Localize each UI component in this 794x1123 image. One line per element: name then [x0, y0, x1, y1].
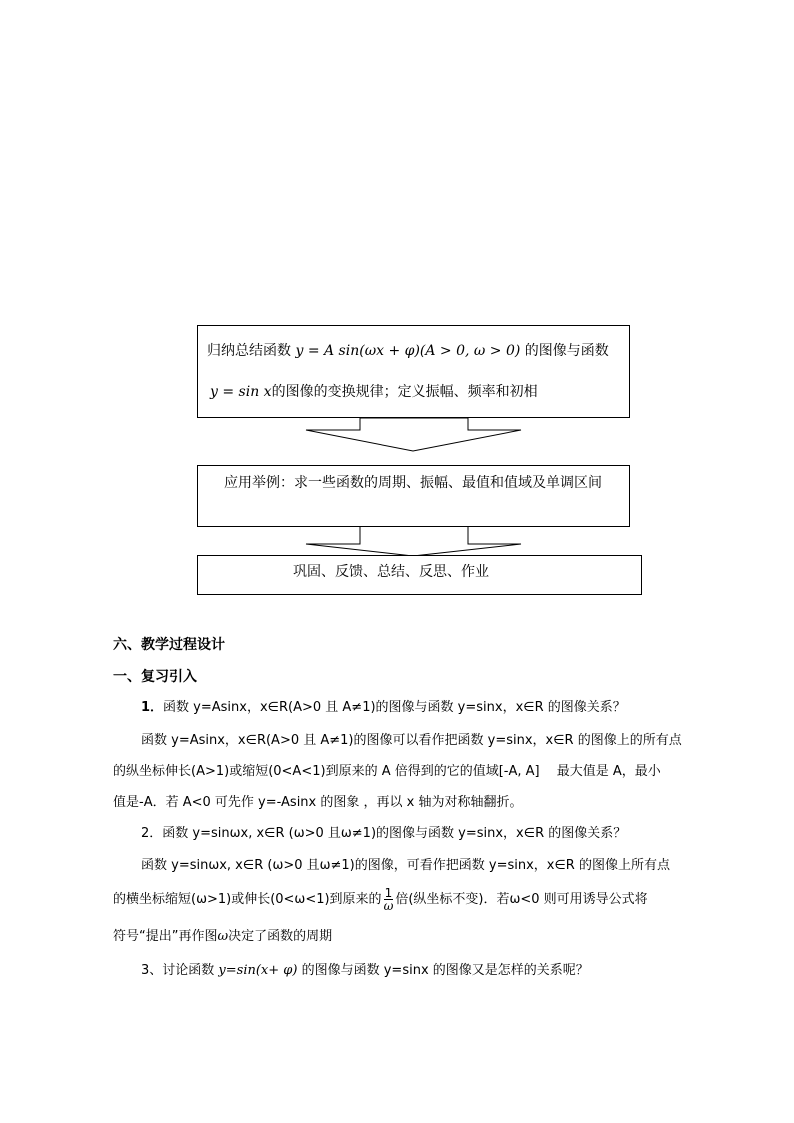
q2-line2-a: 的横坐标缩短(ω>1)或伸长(0<ω<1)到原来的	[113, 892, 382, 907]
omega-symbol: ω	[217, 929, 229, 944]
section-subheading: 一、复习引入	[113, 669, 197, 685]
q3-question	[141, 962, 589, 980]
q1-question-text: 函数 y=Asinx，x∈R(A>0 且 A≠1)的图像与函数 y=sinx，x∈R 的图像关系？	[163, 700, 626, 715]
q2-answer-line3	[113, 928, 332, 946]
q2-answer-line2	[113, 887, 648, 912]
flowchart-box-examples	[197, 465, 630, 527]
box-examples-text: 应用举例：求一些函数的周期、振幅、最值和值域及单调区间	[224, 475, 602, 491]
fraction-numerator: 1	[384, 886, 393, 900]
q2-answer-line1: 函数 y=sinωx, x∈R (ω>0 且ω≠1)的图像，可看作把函数 y=sinx，x∈R 的图像上所有点	[141, 858, 670, 873]
box-summary-line1	[207, 342, 609, 360]
one-over-omega-fraction	[384, 887, 394, 912]
summary-suffix: 的图像与函数	[524, 343, 609, 359]
q3-suffix: 的图像与函数 y=sinx 的图像又是怎样的关系呢？	[301, 963, 589, 978]
box-summary-line2	[210, 383, 538, 401]
q1-answer-line1: 函数 y=Asinx，x∈R(A>0 且 A≠1)的图像可以看作把函数 y=sinx，x∈R 的图像上的所有点	[141, 733, 682, 748]
q2-line2-b: 倍(纵坐标不变)．若ω<0 则可用诱导公式将	[395, 892, 648, 907]
q2-question	[141, 825, 626, 843]
box-homework-text: 巩固、反馈、总结、反思、作业	[293, 564, 489, 580]
summary-line2-text: 的图像的变换规律；定义振幅、频率和初相	[271, 384, 538, 400]
q2-question-text: 函数 y=sinωx, x∈R (ω>0 且ω≠1)的图像与函数 y=sinx，x∈R 的图像关系？	[162, 826, 627, 841]
q1-answer-line3: 值是-A．若 A<0 可先作 y=-Asinx 的图象 ，再以 x 轴为对称轴翻折。	[113, 795, 523, 810]
q1-question	[141, 699, 626, 717]
fraction-denominator: ω	[383, 899, 394, 913]
section-heading: 六、教学过程设计	[113, 637, 225, 653]
q3-formula: y=sin(x+ φ)	[218, 963, 298, 978]
summary-condition: (A > 0, ω > 0)	[419, 343, 521, 359]
q2-line3-b: 决定了函数的周期	[228, 929, 333, 944]
summary-prefix: 归纳总结函数	[207, 343, 291, 359]
sinx-formula: y = sin x	[210, 384, 272, 400]
q2-line3-a: 符号“提出”再作图	[113, 929, 218, 944]
flowchart-box-summary	[197, 325, 630, 418]
arrow-down-1	[306, 418, 521, 451]
q1-answer-line2: 的纵坐标伸长(A>1)或缩短(0<A<1)到原来的 A 倍得到的它的值域[-A, A] 最大值是 A，最小	[113, 764, 661, 779]
q3-prefix: 3、讨论函数	[141, 963, 215, 978]
flowchart-box-homework	[197, 555, 642, 595]
q2-number: 2．	[141, 826, 163, 841]
summary-formula: y = A sin(ωx + φ)	[295, 343, 420, 359]
q1-number: 1．	[141, 700, 164, 715]
